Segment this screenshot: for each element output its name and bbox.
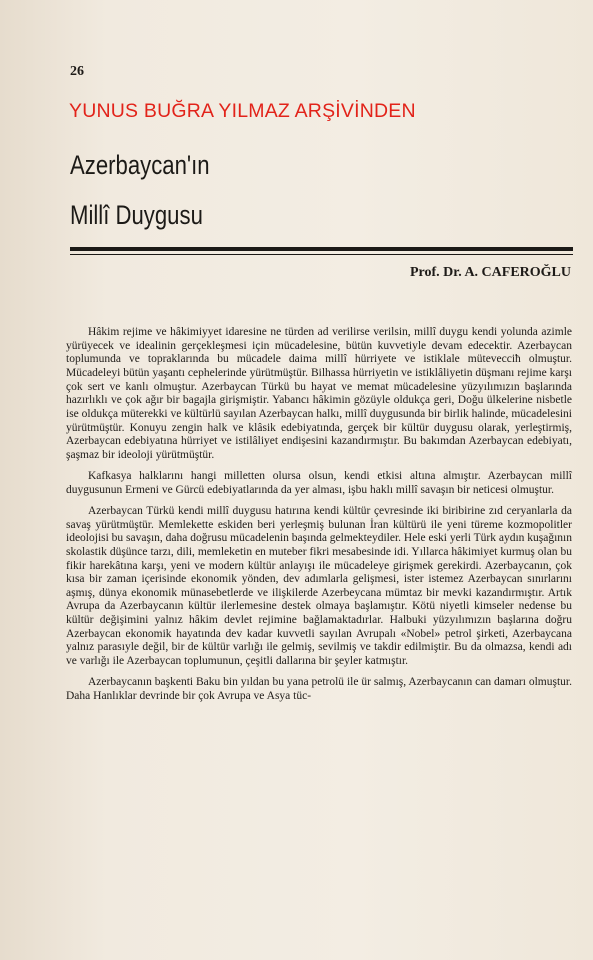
title-rule-thick bbox=[70, 247, 573, 251]
paragraph: Azerbaycanın başkenti Baku bin yıldan bu yana petrolü ile ür salmış, Azerbaycanın can damarı olmuştur. Daha Hanlıklar devrinde bir çok Avrupa ve Asya tüc- bbox=[66, 676, 572, 702]
archive-heading: YUNUS BUĞRA YILMAZ ARŞİVİNDEN bbox=[69, 100, 416, 122]
paragraph: Hâkim rejime ve hâkimiyyet idaresine ne türden ad verilirse verilsin, millî duygu kendi yolunda azimle yürüyecek ve idealinin gerçekleşmesi için mücadelesine, bütün kuvvetiyle devam edecektir. Azerbaycan toplumunda ve topraklarında bu mücadele daima millî hürriyete ve istiklale mütevecciħ olmuştur. Mücadeleyi bütün yaşantı cephelerinde yürütmüştür. Bilhassa hürriyetin ve istiklâliyetin düşmanı rejime karşı çok sert ve kanlı olmuştur. Azerbaycan Türkü bu hayat ve memat mücadelesine yüzyılımızın başlarında hazırlıklı ve çok ağır bir bagajla girişmiştir. Yabancı hâkimin gözüyle oldukça geri, Doğu ülkelerine nisbetle ise oldukça müterekki ve kültürlü sayılan Azerbaycan halkı, millî duygusunda bir birlik halinde, mücadelesini yürütmüştür. Konuyu zengin halk ve klâsik edebiyatında, gerçek bir kültür duygusu olarak, yerleştirmiş, Azerbaycan edebiyatına hürriyet ve istilâliyet endişesini kazandırmıştır. Bu bakımdan Azerbaycan edebiyatı, şaşmaz bir ideoloji yürütmüştür. bbox=[66, 326, 572, 461]
title-rule-thin bbox=[70, 254, 573, 255]
page-number: 26 bbox=[70, 64, 84, 79]
author-byline: Prof. Dr. A. CAFEROĞLU bbox=[410, 265, 571, 280]
paragraph: Azerbaycan Türkü kendi millî duygusu hatırına kendi kültür çevresinde iki biribirine zıd ceryanlarla da savaş yürütmüştür. Memlekette eskiden beri yerleşmiş bulunan İran kültürü ile yeni türeme kozmopolitler ideolojisi bu savaşın, daha doğrusu mücadelenin başında gelmekteydiler. Hele eski yerli Türk aydın kuşağının skolastik düşünce tarzı, dili, memleketin en muteber fikri mesabesinde idi. Yıllarca hâkimiyet kurmuş olan bu fikir harekâtına karşı, yeni ve modern kültür anlayışı ile mücadeleye girişmek gerekirdi. Azerbaycanın, çok kısa bir zaman içerisinde ekonomik yönden, dev adımlarla gelişmesi, ister istemez Azerbaycan sınırlarını aşmış, dünya ekonomik münasebetlerde ve ilişkilerde Azerbeycana mümtaz bir mevki kazandırmıştır. Artık Avrupa da Azerbaycanın kültür ilerlemesine destek olmaya başlamıştır. Kötü niyetli kimseler nedense bu kültür değişimini yalnız hâkim devlet rejimine bağlamaktadırlar. Halbuki yüzyılımızın başlarına doğru Azerbaycan ekonomik hayatında dev kadar kuvvetli sayılan Avrupalı «Nobel» petrol şirketi, Azerbaycana yalnız parasıyle değil, bir de kültür varlığı ile gelmiş, sevilmiş ve takdir edilmiştir. Bu da olmazsa, kendi adı ve varlığı ile Azerbaycan toplumunun, çeşitli dallarına bir şeyler katmıştır. bbox=[66, 504, 572, 668]
paragraph: Kafkasya halklarını hangi milletten olursa olsun, kendi etkisi altına almıştır. Azerbaycan millî duygusunun Ermeni ve Gürcü edebiyatlarında da yer alması, işbu haklı millî savaşın bir neticesi olmuştur. bbox=[66, 470, 572, 496]
article-title-line-1: Azerbaycan'ın bbox=[70, 150, 210, 180]
article-body bbox=[66, 326, 572, 711]
article-title-line-2: Millî Duygusu bbox=[70, 200, 203, 230]
